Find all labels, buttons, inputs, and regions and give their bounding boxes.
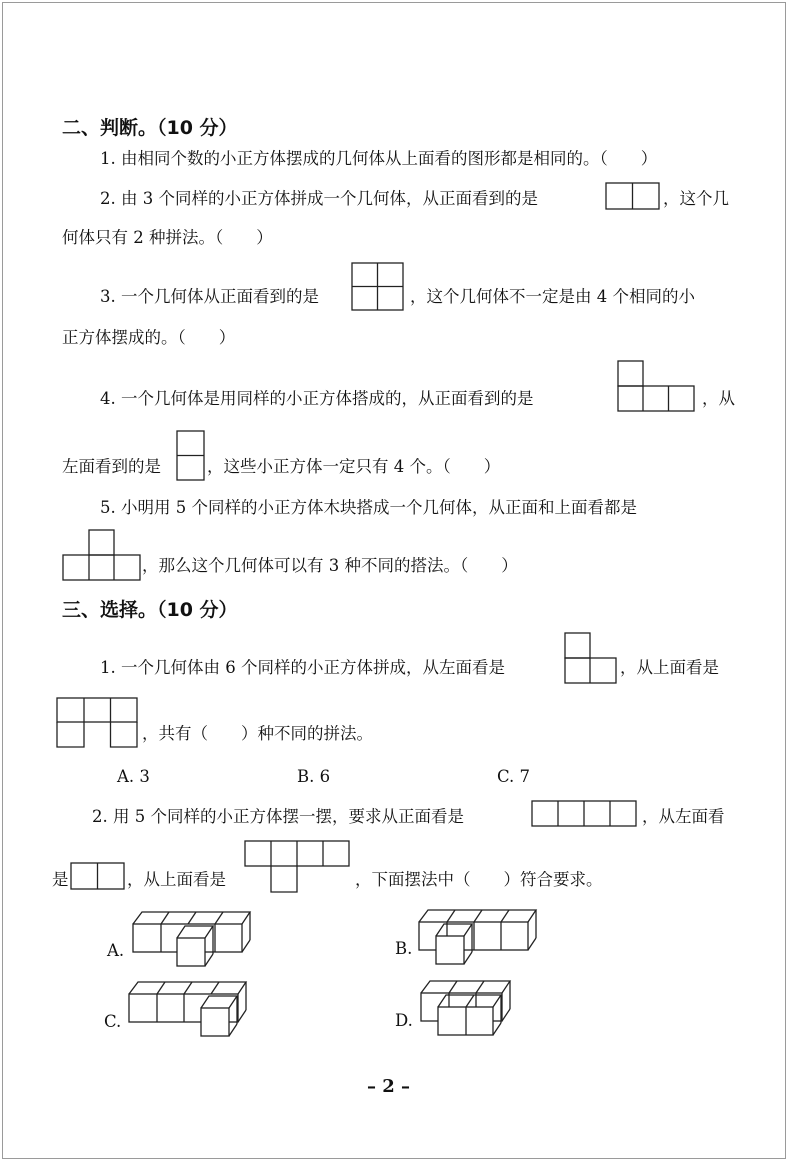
s2-question-3-part-a: 3. 一个几何体从正面看到的是 (100, 287, 319, 306)
s3-question-1-part-b: ，从上面看是 (620, 658, 719, 677)
s2-question-3-part-c: 正方体摆成的。（ ） (62, 328, 236, 347)
s3-question-2-part-d: ，从上面看是 (127, 870, 226, 889)
s2-question-3-part-b: ，这个几何体不一定是由 4 个相同的小 (410, 287, 695, 306)
s2-question-4-part-c: 左面看到的是 (62, 457, 161, 476)
section-2-title: 二、判断。（10 分） (62, 117, 238, 139)
option-d-cube-figure (418, 977, 518, 1039)
s3-question-1-part-c: ，共有（ ）种不同的拼法。 (142, 724, 373, 743)
figure-left-view-step (564, 632, 618, 684)
section-3-title: 三、选择。（10 分） (62, 599, 238, 621)
s3-q2-option-b-label: B. (395, 939, 413, 958)
s3-q2-option-c-label: C. (104, 1012, 122, 1031)
s3-question-2-part-a: 2. 用 5 个同样的小正方体摆一摆，要求从正面看是 (92, 807, 464, 826)
s3-question-2-part-b: ，从左面看 (642, 807, 725, 826)
s2-question-5-part-a: 5. 小明用 5 个同样的小正方体木块搭成一个几何体，从正面和上面看都是 (100, 498, 637, 517)
s3-question-1-part-a: 1. 一个几何体由 6 个同样的小正方体拼成，从左面看是 (100, 658, 505, 677)
option-a-cube-figure (130, 908, 254, 968)
s3-q2-option-a-label: A. (107, 941, 125, 960)
s2-question-2-part-b: ，这个几 (663, 189, 729, 208)
s3-question-2-part-c: 是 (52, 870, 69, 889)
figure-top-view-t-shape (244, 840, 352, 894)
s3-q1-option-b: B. 6 (297, 767, 331, 786)
figure-2x2-squares (351, 262, 405, 312)
option-c-cube-figure (126, 978, 250, 1040)
figure-t-shape-view (62, 529, 142, 581)
figure-three-squares-row (605, 182, 661, 210)
page-number: – 2 – (367, 1076, 411, 1097)
figure-four-squares-row (531, 800, 639, 828)
s2-question-4-part-a: 4. 一个几何体是用同样的小正方体搭成的，从正面看到的是 (100, 389, 534, 408)
figure-two-squares-row (70, 862, 126, 890)
s2-question-2-part-a: 2. 由 3 个同样的小正方体拼成一个几何体，从正面看到的是 (100, 189, 538, 208)
figure-front-view-l-shape (617, 360, 697, 412)
figure-top-view-u-shape (56, 697, 140, 749)
s2-question-5-part-b: ，那么这个几何体可以有 3 种不同的搭法。（ ） (142, 556, 518, 575)
s3-q1-option-a: A. 3 (117, 767, 150, 786)
s3-q2-option-d-label: D. (395, 1011, 413, 1030)
figure-left-view-column (176, 430, 206, 482)
s2-question-1: 1. 由相同个数的小正方体摆成的几何体从上面看的图形都是相同的。（ ） (100, 149, 658, 168)
s3-question-2-part-e: ，下面摆法中（ ）符合要求。 (355, 870, 603, 889)
option-b-cube-figure (416, 906, 540, 966)
s2-question-2-part-c: 何体只有 2 种拼法。（ ） (62, 228, 273, 247)
s2-question-4-part-d: ，这些小正方体一定只有 4 个。（ ） (207, 457, 501, 476)
s2-question-4-part-b: ，从 (702, 389, 735, 408)
s3-q1-option-c: C. 7 (497, 767, 531, 786)
